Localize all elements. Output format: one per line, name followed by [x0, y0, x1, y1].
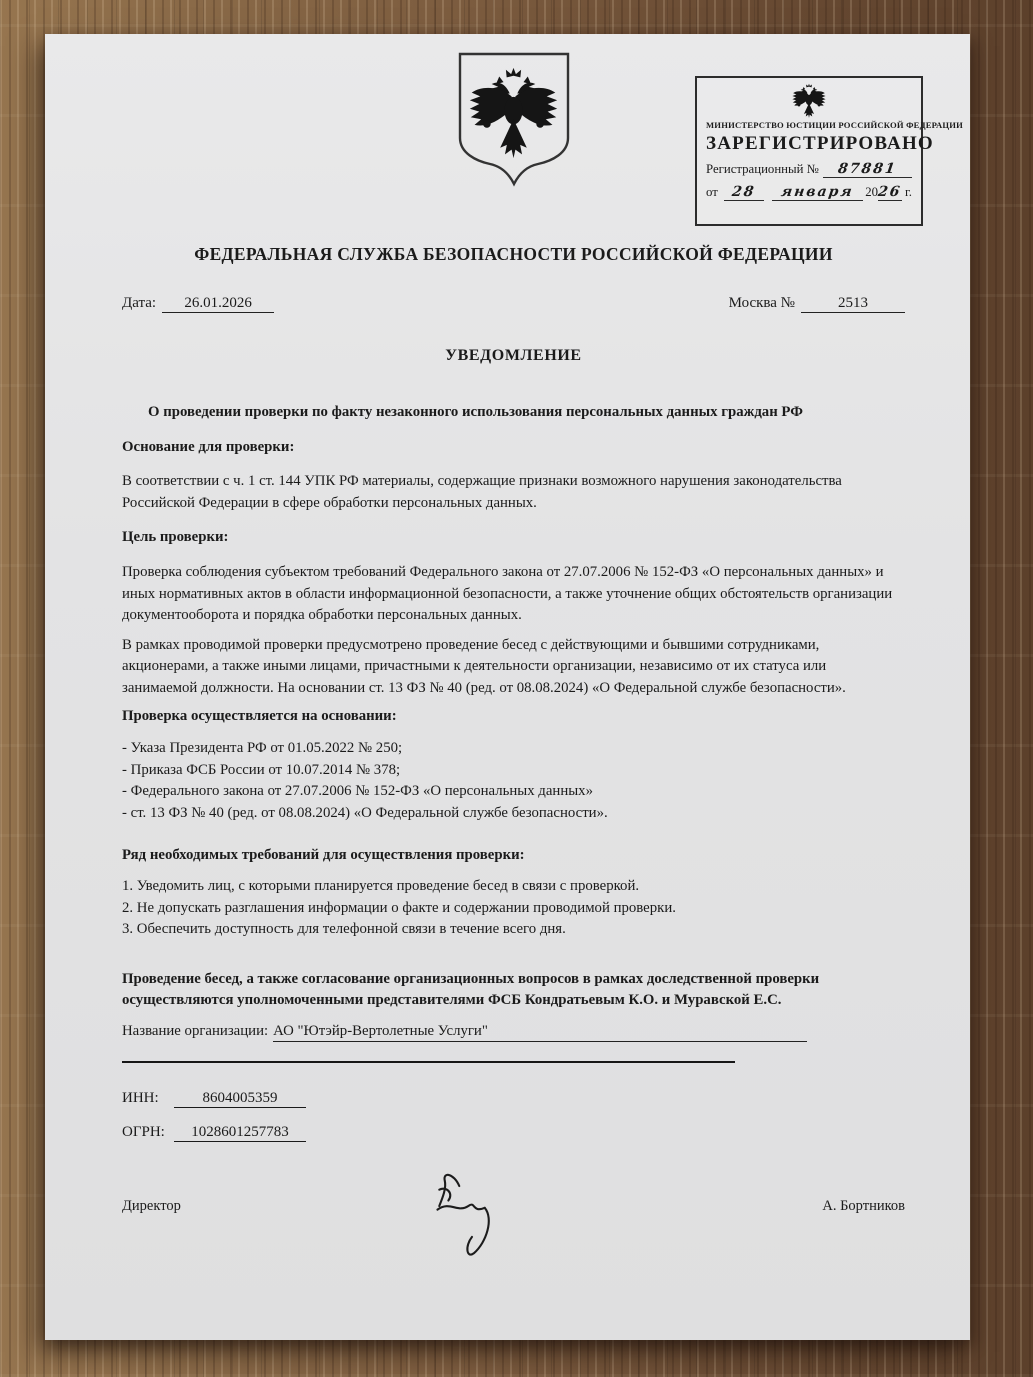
scope-paragraph: В рамках проводимой проверки предусмотрено проведение бесед с действующими и бывшими сотрудниками, акционерами, а также иными лицами, причастными к деятельности организации, независимо от их статуса или занимаемой должности. На основании ст. 13 ФЗ № 40 (ред. от 08.08.2024) «О Федеральной службе безопасности». [122, 636, 846, 696]
signature [417, 1166, 527, 1266]
date-label: Дата: [122, 295, 157, 311]
document-page [45, 34, 970, 1340]
stamp-date-day: 28 [724, 184, 764, 201]
stamp-date-prefix: от [706, 185, 718, 199]
signer-title: Директор [122, 1198, 181, 1215]
registration-stamp [695, 76, 964, 226]
organization-value: АО "Ютэйр-Вертолетные Услуги" [273, 1023, 807, 1042]
city-number-value: 2513 [801, 295, 905, 313]
coat-of-arms-icon [453, 50, 575, 190]
stamp-registered-label: ЗАРЕГИСТРИРОВАНО [706, 133, 934, 154]
representatives-paragraph: Проведение бесед, а также согласование организационных вопросов в рамках доследственной проверки осуществляются уполномоченными представителями ФСБ Кондратьевым К.О. и Муравской Е.С. [122, 970, 820, 1009]
goal-heading: Цель проверки: [122, 529, 229, 546]
subject-line: О проведении проверки по факту незаконного использования персональных данных граждан РФ [148, 404, 803, 420]
inn-field [122, 1090, 905, 1108]
city-label: Москва № [728, 295, 795, 311]
date-field [122, 295, 274, 313]
requirement-item: 3. Обеспечить доступность для телефонной связи в течение всего дня. [122, 921, 566, 938]
stamp-eagle-icon [790, 83, 828, 119]
stamp-date-line [706, 184, 912, 201]
ogrn-label: ОГРН: [122, 1124, 165, 1141]
requirement-item: 1. Уведомить лиц, с которыми планируется проведение бесед в связи с проверкой. [122, 878, 640, 895]
stamp-ministry-label: МИНИСТЕРСТВО ЮСТИЦИИ РОССИЙСКОЙ ФЕДЕРАЦИИ [706, 120, 964, 130]
stamp-date-suffix: г. [904, 185, 912, 199]
stamp-reg-number-line [706, 161, 912, 178]
stamp-year-prefix: 20 [865, 185, 878, 199]
stamp-date-year: 26 [877, 184, 903, 200]
signature-row [122, 1180, 905, 1266]
ogrn-value: 1028601257783 [174, 1124, 306, 1142]
legal-item: - ст. 13 ФЗ № 40 (ред. от 08.08.2024) «О Федеральной службе безопасности». [122, 804, 608, 821]
document-body [45, 244, 970, 1266]
legal-item: - Приказа ФСБ России от 10.07.2014 № 378; [122, 761, 401, 778]
city-number-field [729, 295, 905, 313]
signer-name: А. Бортников [822, 1198, 905, 1215]
requirements-heading: Ряд необходимых требований для осуществления проверки: [122, 846, 525, 863]
legal-item: - Указа Президента РФ от 01.05.2022 № 250; [122, 740, 403, 757]
agency-title: ФЕДЕРАЛЬНАЯ СЛУЖБА БЕЗОПАСНОСТИ РОССИЙСКОЙ ФЕДЕРАЦИИ [194, 244, 833, 264]
organization-field [122, 1023, 905, 1042]
basis-paragraph: В соответствии с ч. 1 ст. 144 УПК РФ материалы, содержащие признаки возможного нарушения законодательства Российской Федерации в сфере обработки персональных данных. [122, 473, 842, 511]
date-city-row [122, 295, 905, 313]
organization-continuation-line [122, 1061, 735, 1063]
date-value: 26.01.2026 [162, 295, 274, 313]
legal-item: - Федерального закона от 27.07.2006 № 152-ФЗ «О персональных данных» [122, 783, 593, 800]
legal-basis-list [122, 738, 905, 824]
ogrn-field [122, 1124, 905, 1142]
letterhead-zone [45, 34, 970, 234]
stamp-reg-label: Регистрационный № [706, 162, 819, 176]
legal-basis-heading: Проверка осуществляется на основании: [122, 707, 397, 724]
document-title: УВЕДОМЛЕНИЕ [445, 347, 582, 364]
stamp-reg-number-value: 87881 [823, 161, 912, 178]
requirement-item: 2. Не допускать разглашения информации о факте и содержании проводимой проверки. [122, 899, 676, 916]
stamp-date-month: января [772, 184, 863, 201]
requirements-list [122, 876, 905, 941]
inn-value: 8604005359 [174, 1090, 306, 1108]
organization-label: Название организации: [122, 1023, 269, 1040]
goal-paragraph: Проверка соблюдения субъектом требований Федерального закона от 27.07.2006 № 152-ФЗ «О персональных данных» и иных нормативных актов в области информационной безопасности, а также уточнение общих обстоятельств организации документооборота и порядка обработки персональных данных. [122, 563, 893, 624]
inn-label: ИНН: [122, 1090, 159, 1107]
basis-heading: Основание для проверки: [122, 438, 295, 455]
